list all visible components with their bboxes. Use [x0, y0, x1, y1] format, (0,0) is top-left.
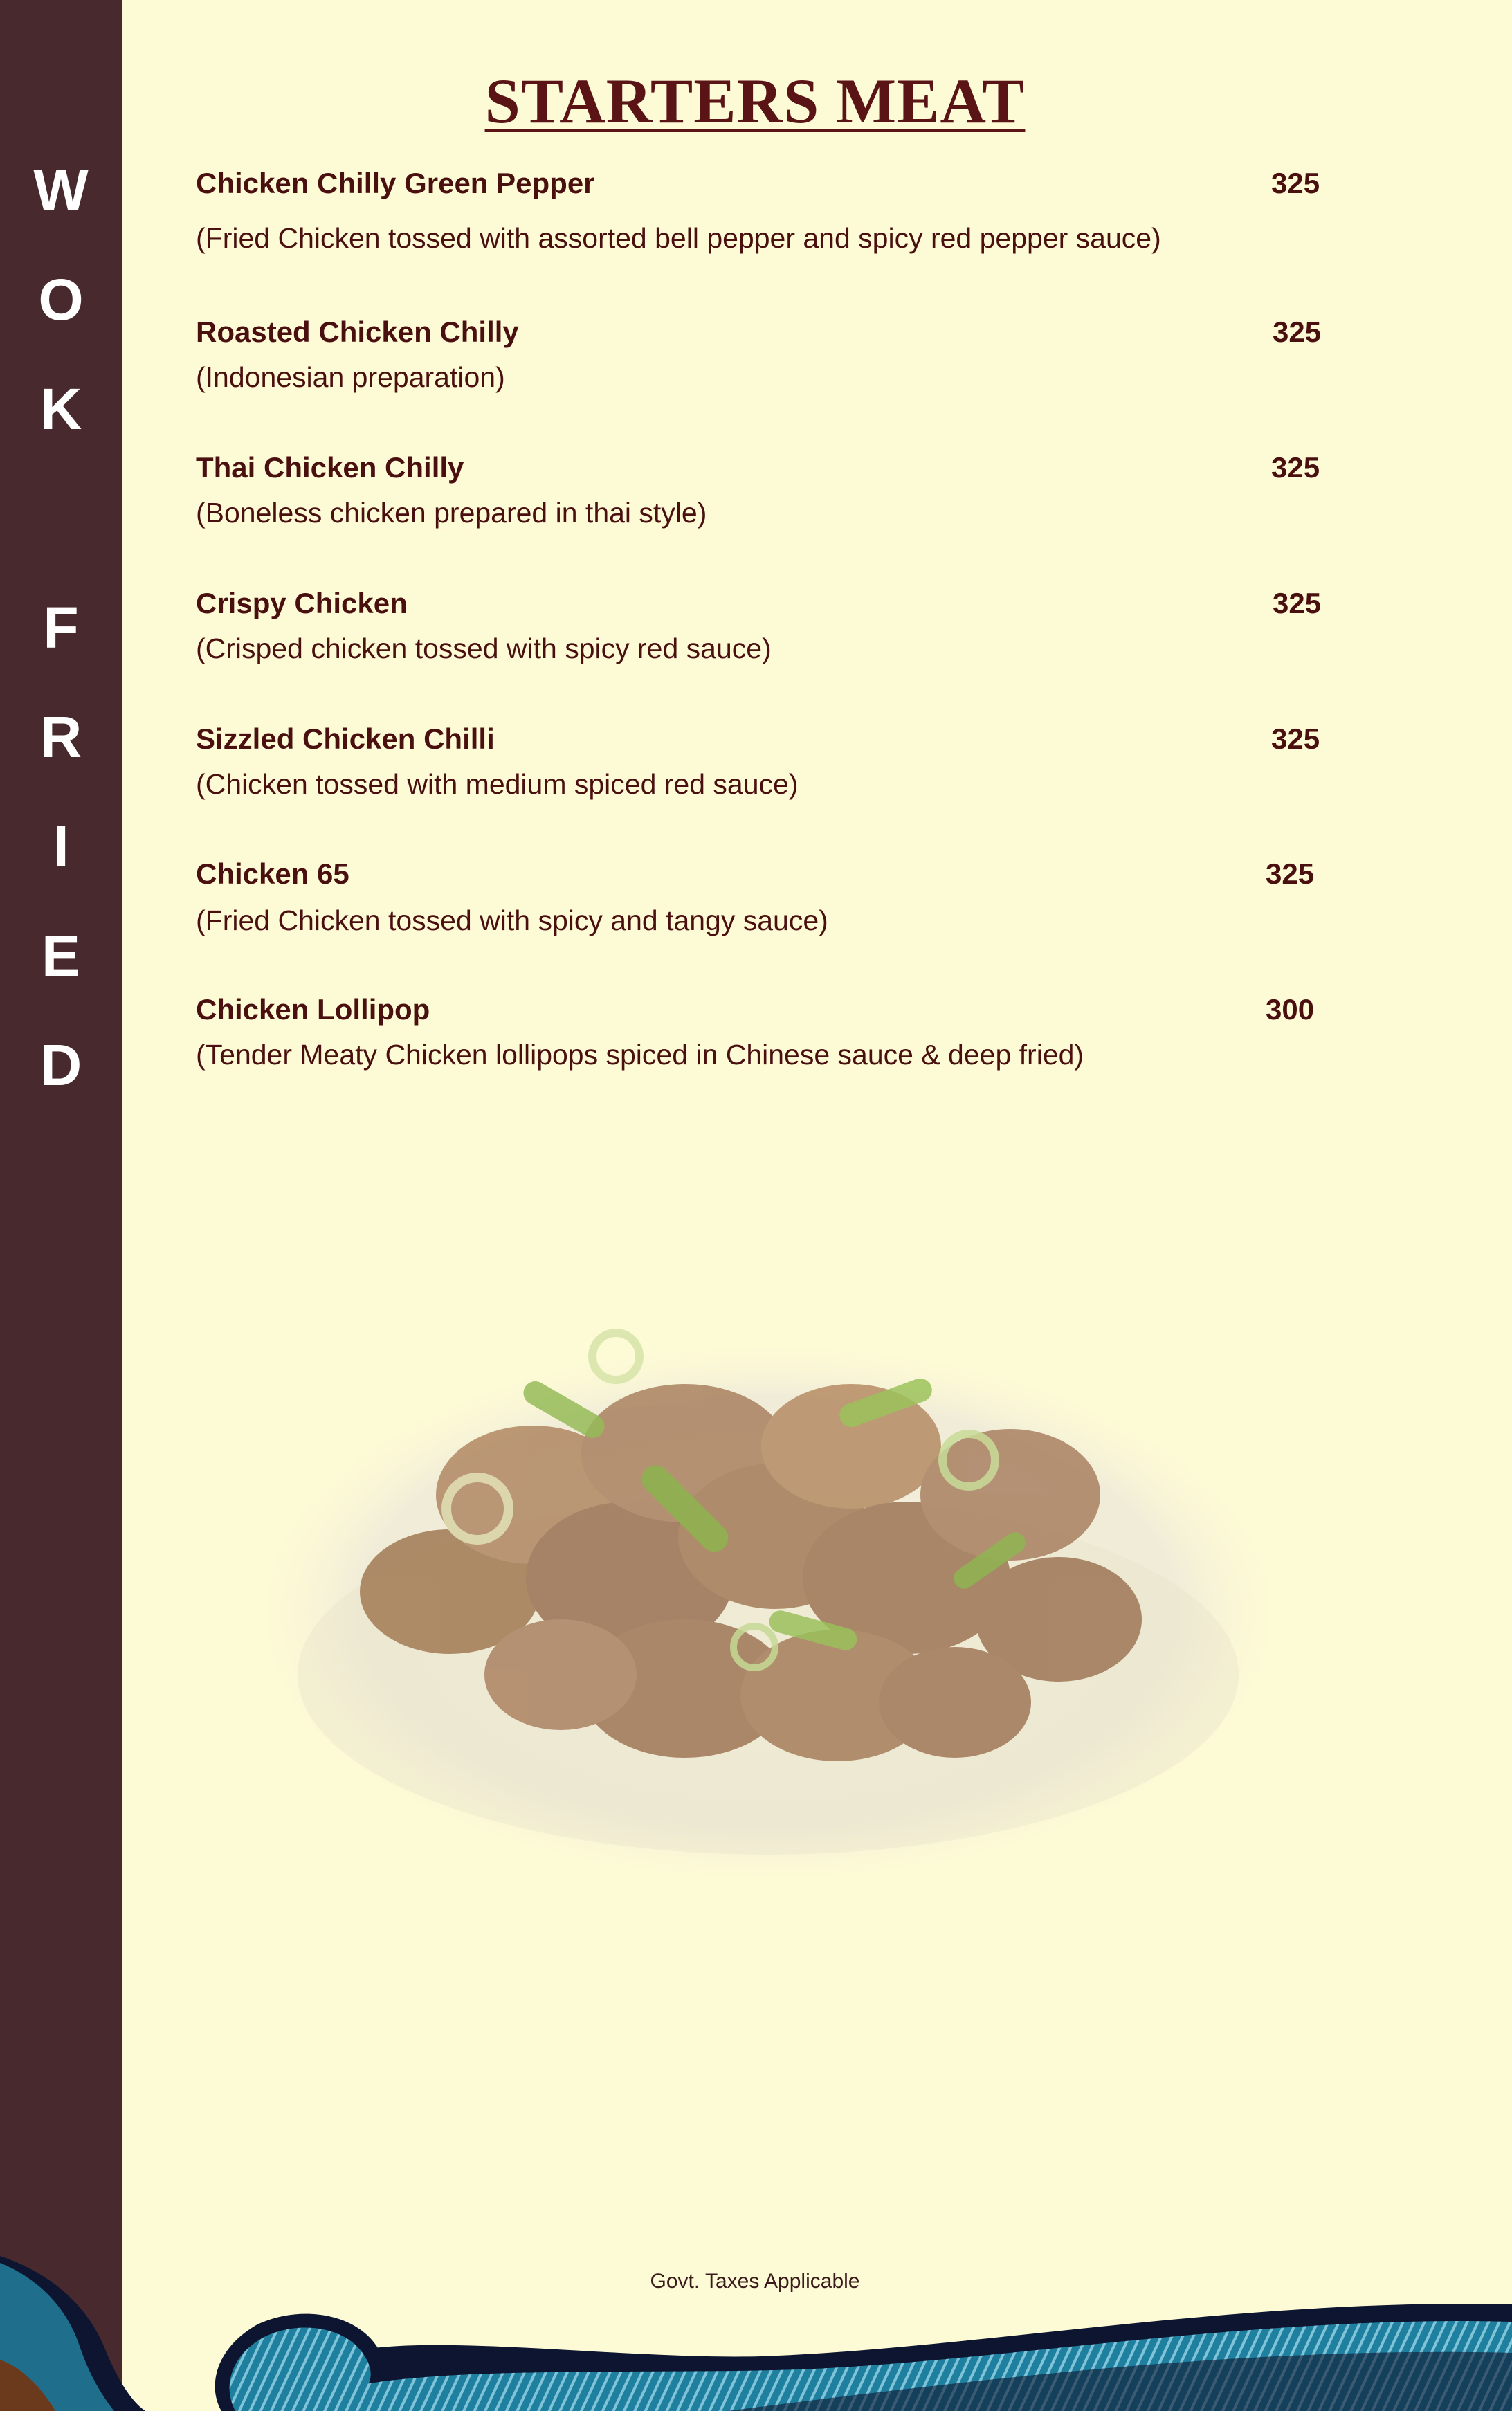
menu-item-name: Roasted Chicken Chilly	[196, 316, 519, 348]
sidebar-letter: I	[53, 814, 69, 879]
sidebar-letter: E	[41, 923, 81, 988]
menu-item-description: (Fried Chicken tossed with spicy and tangy sauce)	[196, 904, 828, 936]
menu-item-price: 325	[1271, 722, 1320, 755]
menu-item-description: (Boneless chicken prepared in thai style)	[196, 497, 707, 529]
menu-item	[196, 992, 1400, 1103]
menu-item-description: (Chicken tossed with medium spiced red sauce)	[196, 768, 799, 800]
menu-item-description: (Crisped chicken tossed with spicy red sauce)	[196, 633, 772, 664]
menu-item	[196, 315, 1400, 426]
sidebar-banner	[0, 0, 122, 2411]
sidebar-letter: F	[43, 595, 79, 660]
food-photo	[242, 1287, 1294, 1910]
menu-item-price: 325	[1266, 857, 1315, 890]
menu-item-description: (Tender Meaty Chicken lollipops spiced in Chinese sauce & deep fried)	[196, 1039, 1084, 1071]
menu-item-name: Chicken 65	[196, 857, 349, 890]
menu-item-description: (Indonesian preparation)	[196, 361, 505, 393]
sidebar-letter: R	[39, 704, 82, 770]
sidebar-letter: D	[39, 1032, 82, 1098]
menu-item-price: 325	[1271, 451, 1320, 484]
menu-item-price: 325	[1273, 587, 1322, 619]
sidebar-letter: W	[33, 158, 89, 223]
menu-item	[196, 451, 1400, 561]
menu-item	[196, 166, 1400, 277]
menu-item-name: Crispy Chicken	[196, 587, 408, 619]
menu-item-name: Chicken Lollipop	[196, 993, 430, 1026]
sidebar-letter: O	[38, 267, 84, 332]
menu-item	[196, 586, 1400, 697]
menu-item-name: Thai Chicken Chilly	[196, 451, 464, 484]
menu-item-price: 325	[1273, 316, 1322, 348]
menu-item-price: 300	[1266, 993, 1315, 1026]
sidebar-letter: K	[39, 376, 82, 442]
page-title: STARTERS MEAT	[484, 66, 1026, 136]
menu-item	[196, 857, 1400, 967]
menu-item-description: (Fried Chicken tossed with assorted bell pepper and spicy red pepper sauce)	[196, 222, 1161, 254]
menu-item-price: 325	[1271, 167, 1320, 199]
decorative-wave	[0, 2256, 1512, 2411]
menu-item	[196, 722, 1400, 833]
menu-item-name: Sizzled Chicken Chilli	[196, 722, 495, 755]
menu-item-name: Chicken Chilly Green Pepper	[196, 167, 595, 199]
taxes-note: Govt. Taxes Applicable	[650, 2270, 860, 2293]
